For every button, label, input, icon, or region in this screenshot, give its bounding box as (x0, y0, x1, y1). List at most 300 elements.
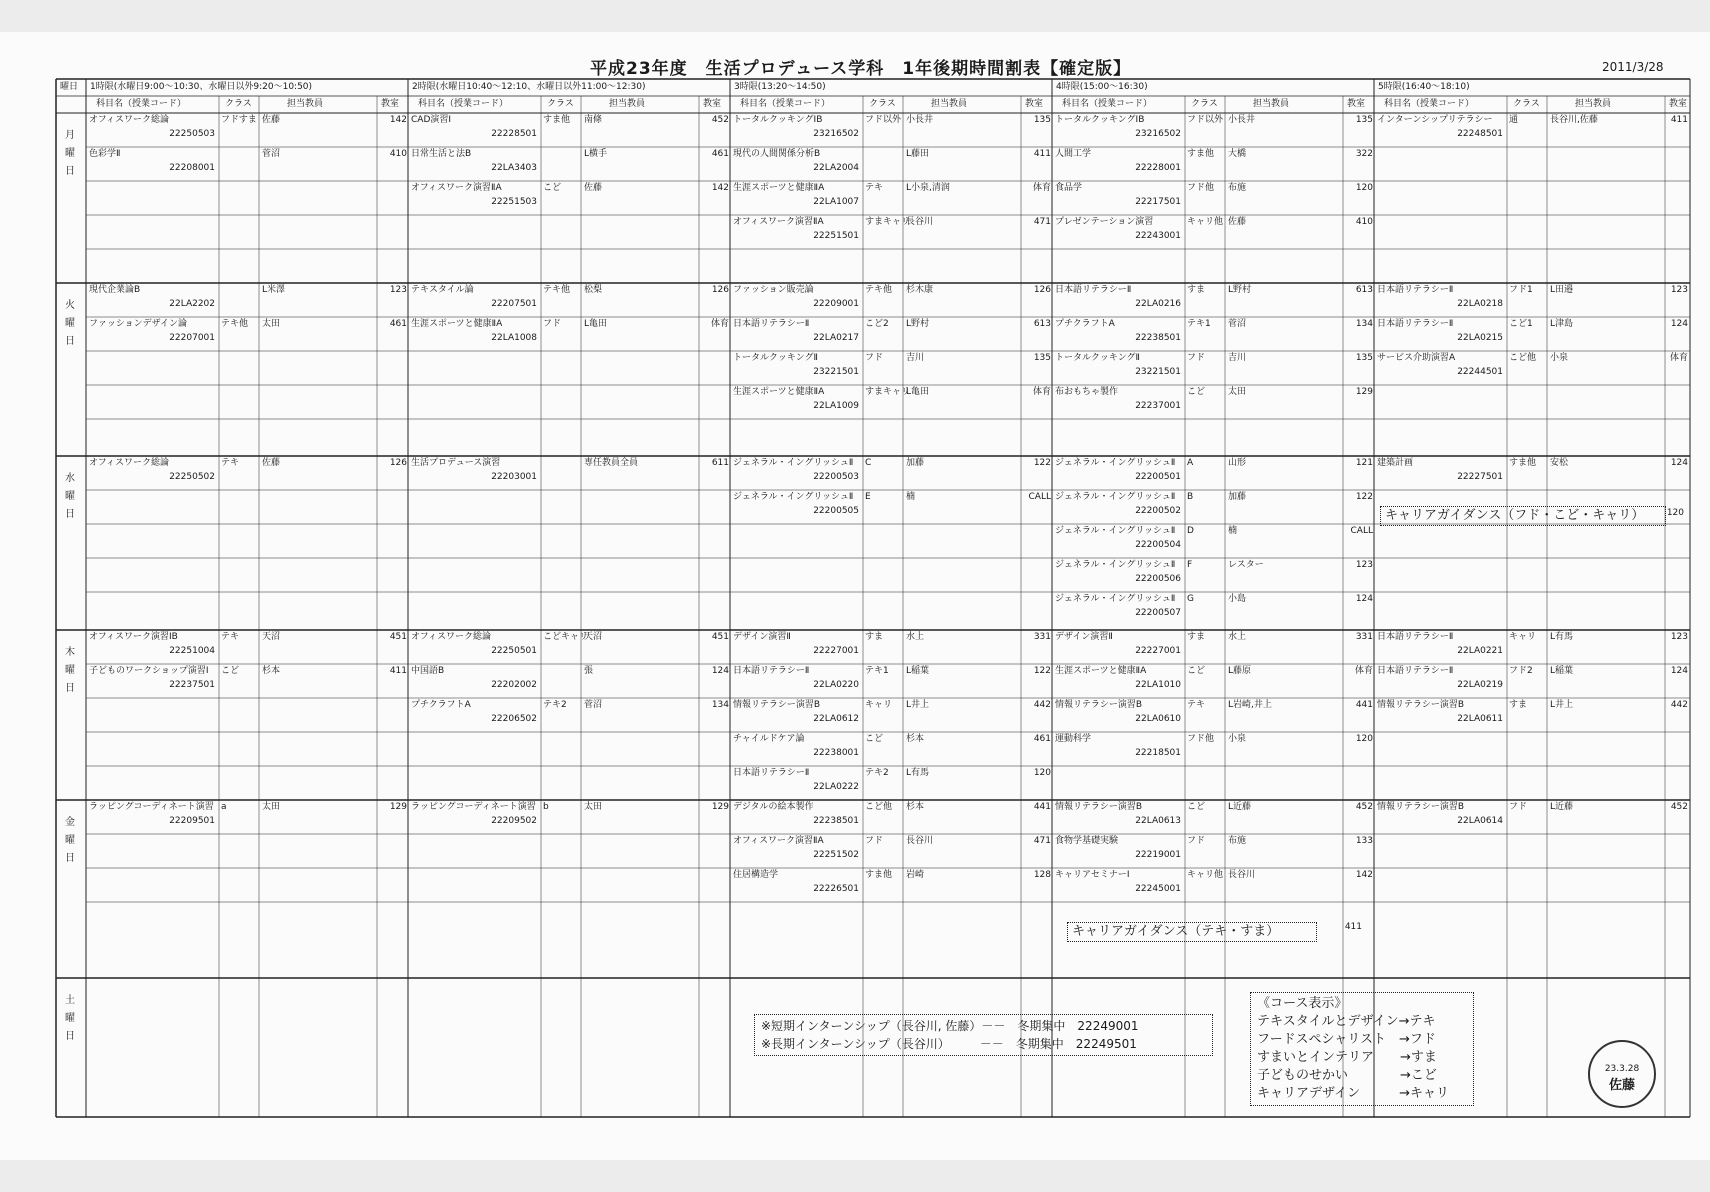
course-class: フド1 (1509, 285, 1533, 295)
course-name: サービス介助演習A (1377, 353, 1456, 363)
course-code: 22LA0222 (813, 782, 859, 792)
day-label: 土 曜 日 (65, 995, 75, 1042)
course-room: 体育 (710, 319, 729, 329)
corner-label: 曜日 (60, 82, 79, 92)
course-teacher: 長谷川 (1228, 870, 1256, 880)
subject-col-header: 科目名（授業コード） (740, 99, 831, 109)
course-name: ジェネラル・イングリッシュⅡ (1055, 594, 1176, 604)
course-room: 120 (1355, 183, 1373, 193)
period-header: 1時限(水曜日9:00～10:30、水曜日以外9:20～10:50) (90, 82, 313, 92)
course-class: すま (865, 632, 884, 642)
course-name: 生涯スポーツと健康ⅡA (411, 319, 503, 329)
course-name: ジェネラル・イングリッシュⅡ (1055, 560, 1176, 570)
course-legend-item: すまいとインテリア →すま (1257, 1050, 1437, 1065)
course-name: 食物学基礎実験 (1055, 836, 1119, 846)
course-room: 体育 (1032, 387, 1051, 397)
course-room: 126 (389, 458, 407, 468)
course-class: すま (1187, 632, 1206, 642)
course-name: ジェネラル・イングリッシュⅡ (1055, 526, 1176, 536)
career-guidance-fri-room: 411 (1344, 922, 1362, 932)
teacher-col-header: 担当教員 (1253, 99, 1290, 109)
course-class: テキ2 (543, 700, 567, 710)
course-code: 22206502 (491, 714, 537, 724)
course-teacher: 長谷川,佐藤 (1550, 115, 1598, 125)
course-room: 134 (1355, 319, 1373, 329)
course-class: B (1187, 492, 1194, 502)
course-room: 613 (1355, 285, 1373, 295)
day-label: 水 曜 日 (65, 473, 75, 520)
course-room: 129 (711, 802, 729, 812)
course-code: 23216502 (813, 129, 859, 139)
course-teacher: 杉本 (906, 734, 925, 744)
course-teacher: 布施 (1228, 836, 1247, 846)
course-code: 22250503 (169, 129, 215, 139)
course-name: オフィスワーク演習ⅡA (733, 836, 824, 846)
course-name: 日本語リテラシーⅡ (1377, 285, 1454, 295)
internship-long: ※長期インターンシップ（長谷川） －－ 冬期集中 22249501 (761, 1037, 1137, 1051)
course-room: 441 (1033, 802, 1051, 812)
course-teacher: 布施 (1228, 183, 1247, 193)
course-name: オフィスワーク総論 (89, 458, 170, 468)
course-room: 122 (1355, 492, 1373, 502)
course-room: 120 (1033, 768, 1051, 778)
course-name: 運動科学 (1055, 734, 1092, 744)
course-code: 22LA0218 (1457, 299, 1503, 309)
course-room: 135 (1355, 353, 1373, 363)
course-code: 22245001 (1135, 884, 1181, 894)
course-teacher: 小長井 (906, 115, 934, 125)
course-room: 442 (1670, 700, 1688, 710)
course-name: CAD演習Ⅰ (411, 115, 452, 125)
course-teacher: 専任教員全員 (584, 458, 639, 468)
subject-col-header: 科目名（授業コード） (418, 99, 509, 109)
course-room: 124 (1355, 594, 1373, 604)
course-teacher: 天沼 (584, 632, 603, 642)
course-legend-item: テキスタイルとデザイン→テキ (1257, 1014, 1436, 1029)
course-room: 411 (1670, 115, 1688, 125)
course-name: 生涯スポーツと健康ⅡA (733, 183, 825, 193)
course-teacher: L稲葉 (1550, 666, 1574, 676)
course-room: 461 (1033, 734, 1051, 744)
course-class: フド (1187, 353, 1206, 363)
course-code: 22LA2004 (813, 163, 859, 173)
course-room: 体育 (1669, 353, 1688, 363)
course-room: 体育 (1354, 666, 1373, 676)
page-title: 平成23年度 生活プロデュース学科 1年後期時間割表【確定版】 (590, 59, 1132, 79)
course-room: 123 (389, 285, 407, 295)
course-name: 日本語リテラシーⅡ (733, 319, 810, 329)
course-code: 22LA1008 (491, 333, 537, 343)
course-name: トータルクッキングⅠB (733, 115, 823, 125)
course-teacher: 大橋 (1228, 149, 1247, 159)
course-name: 日本語リテラシーⅡ (733, 666, 810, 676)
course-room: 452 (1355, 802, 1373, 812)
course-teacher: L田邉 (1550, 285, 1574, 295)
career-guidance-wed: キャリアガイダンス（フド・こど・キャリ） (1380, 506, 1666, 526)
course-teacher: 佐藤 (584, 183, 603, 193)
course-class: テキ1 (865, 666, 889, 676)
course-name: プレゼンテーション演習 (1055, 217, 1154, 227)
course-name: 布おもちゃ製作 (1055, 387, 1119, 397)
course-name: トータルクッキングⅠB (1055, 115, 1145, 125)
course-class: 通 (1509, 115, 1519, 125)
course-code: 22227001 (1135, 646, 1181, 656)
course-legend-item: キャリアデザイン →キャリ (1257, 1086, 1449, 1101)
course-legend (1250, 992, 1474, 1106)
course-code: 22202002 (491, 680, 537, 690)
course-teacher: 小泉 (1550, 353, 1569, 363)
course-name: ジェネラル・イングリッシュⅡ (1055, 492, 1176, 502)
course-teacher: 加藤 (906, 458, 925, 468)
course-code: 22251501 (813, 231, 859, 241)
course-code: 22227501 (1457, 472, 1503, 482)
course-class: F (1187, 560, 1193, 570)
room-col-header: 教室 (1025, 99, 1044, 109)
course-room: 120 (1355, 734, 1373, 744)
course-room: 123 (1355, 560, 1373, 570)
course-class: こど (221, 666, 240, 676)
course-code: 22LA1007 (813, 197, 859, 207)
course-code: 22LA0610 (1135, 714, 1181, 724)
course-teacher: 松梨 (584, 285, 603, 295)
course-name: 生活プロデュース演習 (411, 458, 501, 468)
course-name: デザイン演習Ⅱ (733, 632, 791, 642)
course-teacher: L有馬 (1550, 632, 1574, 642)
course-room: 123 (1670, 632, 1688, 642)
course-name: 日本語リテラシーⅡ (733, 768, 810, 778)
course-teacher: L横手 (584, 149, 608, 159)
course-name: 日常生活と法B (411, 149, 472, 159)
course-room: 452 (1670, 802, 1688, 812)
course-class: フド以外 (1187, 115, 1224, 125)
course-class: すま (1187, 285, 1206, 295)
course-teacher: 水上 (1228, 632, 1247, 642)
course-room: 441 (1355, 700, 1373, 710)
course-name: 情報リテラシー演習B (733, 700, 820, 710)
course-teacher: L近藤 (1228, 802, 1252, 812)
course-room: 126 (1033, 285, 1051, 295)
course-name: トータルクッキングⅡ (1055, 353, 1140, 363)
day-label: 木 曜 日 (65, 647, 75, 694)
course-code: 22219001 (1135, 850, 1181, 860)
course-legend-item: 子どものせかい →こど (1257, 1068, 1437, 1083)
course-teacher: L米澤 (262, 285, 286, 295)
course-room: CALL (1028, 492, 1051, 502)
course-name: 日本語リテラシーⅡ (1377, 632, 1454, 642)
course-name: 日本語リテラシーⅡ (1377, 319, 1454, 329)
course-name: ファッション販売論 (733, 285, 814, 295)
teacher-col-header: 担当教員 (287, 99, 324, 109)
course-code: 22200504 (1135, 540, 1181, 550)
course-legend-item: フードスペシャリスト →フド (1257, 1032, 1436, 1047)
course-teacher: 小泉 (1228, 734, 1247, 744)
course-class: こどキャリ (543, 632, 589, 642)
course-room: 411 (1033, 149, 1051, 159)
course-teacher: 佐藤 (1228, 217, 1247, 227)
course-name: オフィスワーク総論 (411, 632, 492, 642)
course-code: 22251503 (491, 197, 537, 207)
course-class: フド2 (1509, 666, 1533, 676)
course-name: キャリアセミナーⅠ (1055, 870, 1130, 880)
course-code: 22251502 (813, 850, 859, 860)
course-teacher: 水上 (906, 632, 925, 642)
course-code: 22200501 (1135, 472, 1181, 482)
course-code: 22LA0216 (1135, 299, 1181, 309)
room-col-header: 教室 (703, 99, 722, 109)
teacher-col-header: 担当教員 (609, 99, 646, 109)
course-room: 471 (1033, 217, 1051, 227)
course-class: b (543, 802, 549, 812)
course-class: フド (1187, 836, 1206, 846)
course-teacher: L井上 (1550, 700, 1574, 710)
course-teacher: 小長井 (1228, 115, 1256, 125)
course-room: 410 (389, 149, 407, 159)
course-code: 22237501 (169, 680, 215, 690)
course-teacher: L野村 (1228, 285, 1252, 295)
course-name: ラッピングコーディネート演習 (411, 802, 536, 812)
course-teacher: 岩崎 (906, 870, 925, 880)
course-class: キャリ (1509, 632, 1537, 642)
course-code: 22243001 (1135, 231, 1181, 241)
course-room: 134 (711, 700, 729, 710)
course-name: プチクラフトA (1055, 319, 1115, 329)
career-guidance-fri: キャリアガイダンス（テキ・すま） (1067, 922, 1317, 942)
course-teacher: 杉木康 (906, 285, 934, 295)
teacher-col-header: 担当教員 (931, 99, 968, 109)
course-room: 471 (1033, 836, 1051, 846)
course-code: 22250502 (169, 472, 215, 482)
course-teacher: 長谷川 (906, 836, 934, 846)
course-class: すま他 (543, 115, 571, 125)
course-code: 22209001 (813, 299, 859, 309)
course-teacher: 太田 (262, 319, 281, 329)
course-code: 22244501 (1457, 367, 1503, 377)
course-name: ジェネラル・イングリッシュⅡ (1055, 458, 1176, 468)
course-room: 133 (1355, 836, 1373, 846)
course-room: 451 (389, 632, 407, 642)
course-name: 現代企業論B (89, 285, 141, 295)
course-teacher: 吉川 (1228, 353, 1247, 363)
course-name: ラッピングコーディネート演習 (89, 802, 214, 812)
course-class: こど2 (865, 319, 889, 329)
course-name: オフィスワーク演習ⅡA (733, 217, 824, 227)
class-col-header: クラス (869, 99, 896, 109)
course-class: a (221, 802, 227, 812)
course-teacher: L藤田 (906, 149, 930, 159)
course-class: すま他 (865, 870, 893, 880)
course-code: 22LA0220 (813, 680, 859, 690)
course-code: 22LA0215 (1457, 333, 1503, 343)
course-name: 日本語リテラシーⅡ (1055, 285, 1132, 295)
course-name: トータルクッキングⅡ (733, 353, 818, 363)
course-name: オフィスワーク演習ⅠB (89, 632, 178, 642)
course-class: テキ (865, 183, 884, 193)
course-teacher: 菅沼 (262, 149, 281, 159)
course-code: 23221501 (1135, 367, 1181, 377)
course-name: 中国語B (411, 666, 445, 676)
course-class: A (1187, 458, 1194, 468)
course-name: プチクラフトA (411, 700, 471, 710)
course-code: 22227001 (813, 646, 859, 656)
course-name: インターンシップリテラシー (1377, 115, 1493, 125)
subject-col-header: 科目名（授業コード） (1384, 99, 1475, 109)
course-teacher: L稲葉 (906, 666, 930, 676)
course-room: 322 (1355, 149, 1373, 159)
course-code: 22LA3403 (491, 163, 537, 173)
course-code: 22200503 (813, 472, 859, 482)
stamp-date: 23.3.28 (1604, 1064, 1640, 1074)
course-code: 22228001 (1135, 163, 1181, 173)
course-class: こど他 (865, 802, 893, 812)
course-room: 123 (1670, 285, 1688, 295)
day-label: 火 曜 日 (65, 300, 75, 347)
course-name: 生涯スポーツと健康ⅡA (733, 387, 825, 397)
course-class: テキ (221, 632, 240, 642)
course-class: テキ (1187, 700, 1206, 710)
course-teacher: 杉本 (906, 802, 925, 812)
course-room: 124 (1670, 458, 1688, 468)
course-code: 22LA0221 (1457, 646, 1503, 656)
course-room: 452 (711, 115, 729, 125)
course-teacher: 加藤 (1228, 492, 1247, 502)
course-class: こど (543, 183, 562, 193)
course-code: 23221501 (813, 367, 859, 377)
course-code: 22200502 (1135, 506, 1181, 516)
course-room: 124 (1670, 666, 1688, 676)
course-room: 461 (711, 149, 729, 159)
course-room: 135 (1033, 353, 1051, 363)
course-class: D (1187, 526, 1194, 536)
course-class: フド他 (1187, 734, 1215, 744)
course-class: テキ他 (543, 285, 571, 295)
course-code: 22207001 (169, 333, 215, 343)
course-class: C (865, 458, 872, 468)
course-teacher: 佐藤 (262, 115, 281, 125)
course-code: 22228501 (491, 129, 537, 139)
course-name: 情報リテラシー演習B (1377, 802, 1464, 812)
course-code: 22200507 (1135, 608, 1181, 618)
class-col-header: クラス (1513, 99, 1540, 109)
course-name: 子どものワークショップ演習Ⅰ (89, 666, 209, 676)
course-class: テキ1 (1187, 319, 1211, 329)
course-class: フド他 (1187, 183, 1215, 193)
course-name: 人間工学 (1055, 149, 1092, 159)
course-name: ファッションデザイン論 (89, 319, 188, 329)
course-class: フド (543, 319, 562, 329)
class-col-header: クラス (225, 99, 252, 109)
course-class: すまキャリ (865, 217, 911, 227)
room-col-header: 教室 (381, 99, 400, 109)
course-class: すま (1509, 700, 1528, 710)
course-room: 611 (711, 458, 729, 468)
course-code: 22LA2202 (169, 299, 215, 309)
day-label: 月 曜 日 (65, 130, 75, 177)
stamp-name: 佐藤 (1608, 1078, 1635, 1093)
course-code: 22218501 (1135, 748, 1181, 758)
course-room: 331 (1355, 632, 1373, 642)
course-code: 22248501 (1457, 129, 1503, 139)
course-teacher: 楠 (1228, 526, 1238, 536)
course-room: 124 (1670, 319, 1688, 329)
course-teacher: 天沼 (262, 632, 281, 642)
course-code: 22LA0614 (1457, 816, 1503, 826)
course-room: 129 (1355, 387, 1373, 397)
course-room: 451 (711, 632, 729, 642)
course-name: 情報リテラシー演習B (1055, 802, 1142, 812)
course-code: 22LA0217 (813, 333, 859, 343)
course-teacher: L野村 (906, 319, 930, 329)
course-name: オフィスワーク総論 (89, 115, 170, 125)
course-teacher: 張 (584, 666, 594, 676)
course-class: フド (865, 353, 884, 363)
course-class: すまキャリ (865, 387, 911, 397)
room-col-header: 教室 (1669, 99, 1688, 109)
course-teacher: L亀田 (906, 387, 930, 397)
course-class: G (1187, 594, 1194, 604)
course-code: 22LA0612 (813, 714, 859, 724)
course-teacher: L亀田 (584, 319, 608, 329)
course-class: すま他 (1187, 149, 1215, 159)
course-class: こど (1187, 666, 1206, 676)
course-code: 22217501 (1135, 197, 1181, 207)
course-name: テキスタイル論 (411, 285, 474, 295)
course-room: 122 (1033, 666, 1051, 676)
course-name: ジェネラル・イングリッシュⅡ (733, 492, 854, 502)
course-code: 22226501 (813, 884, 859, 894)
course-teacher: 太田 (1228, 387, 1247, 397)
course-room: 142 (389, 115, 407, 125)
course-code: 22LA1010 (1135, 680, 1181, 690)
course-code: 22208001 (169, 163, 215, 173)
course-room: 613 (1033, 319, 1051, 329)
course-code: 22238001 (813, 748, 859, 758)
course-room: 142 (1355, 870, 1373, 880)
course-class: テキ2 (865, 768, 889, 778)
course-room: 461 (389, 319, 407, 329)
course-teacher: L有馬 (906, 768, 930, 778)
course-teacher: 山形 (1228, 458, 1247, 468)
course-legend-title: 《コース表示》 (1257, 996, 1348, 1011)
course-code: 22200506 (1135, 574, 1181, 584)
course-room: 442 (1033, 700, 1051, 710)
course-class: こど (1187, 802, 1206, 812)
course-name: ジェネラル・イングリッシュⅡ (733, 458, 854, 468)
course-class: テキ (221, 458, 240, 468)
course-name: 情報リテラシー演習B (1377, 700, 1464, 710)
period-header: 4時限(15:00～16:30) (1056, 82, 1148, 92)
course-teacher: 太田 (262, 802, 281, 812)
course-code: 22238501 (813, 816, 859, 826)
course-class: こど1 (1509, 319, 1533, 329)
course-class: キャリ他 (1187, 217, 1224, 227)
course-teacher: 吉川 (906, 353, 925, 363)
course-code: 22200505 (813, 506, 859, 516)
course-teacher: L津島 (1550, 319, 1574, 329)
course-class: テキ他 (865, 285, 893, 295)
class-col-header: クラス (1191, 99, 1218, 109)
course-name: オフィスワーク演習ⅡA (411, 183, 502, 193)
course-teacher: 安松 (1550, 458, 1569, 468)
course-room: 135 (1033, 115, 1051, 125)
course-name: デザイン演習Ⅱ (1055, 632, 1113, 642)
course-class: フド (1509, 802, 1528, 812)
course-room: 124 (711, 666, 729, 676)
course-class: キャリ他 (1187, 870, 1224, 880)
course-class: キャリ (865, 700, 893, 710)
internship-short: ※短期インターンシップ（長谷川, 佐藤）－－ 冬期集中 22249001 (761, 1019, 1139, 1033)
course-class: こど他 (1509, 353, 1537, 363)
course-teacher: L井上 (906, 700, 930, 710)
